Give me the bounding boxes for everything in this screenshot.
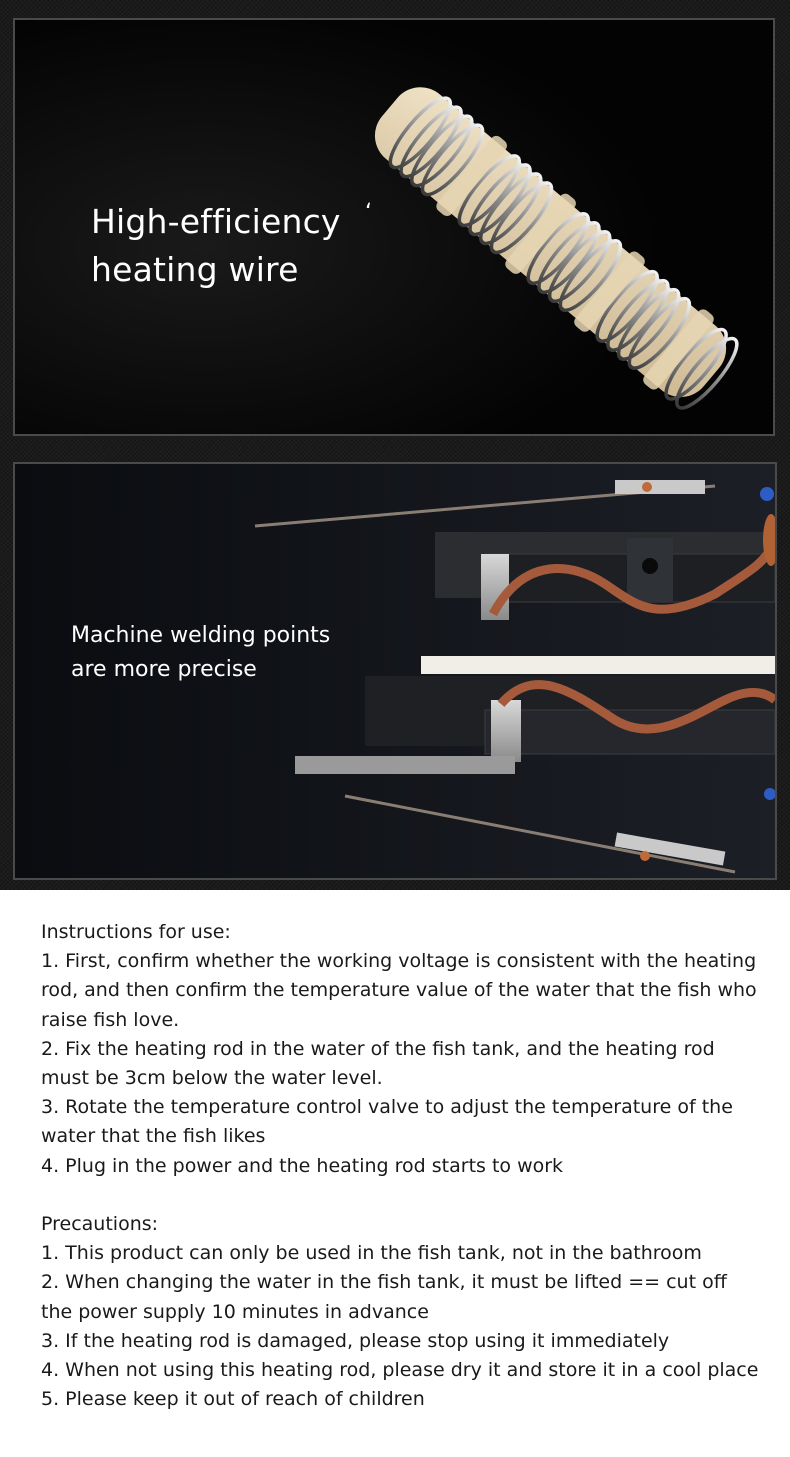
welding-points-panel	[0, 448, 790, 890]
heating-wire-photo	[13, 18, 775, 436]
precaution-item: 1. This product can only be used in the fish tank, not in the bathroom	[41, 1242, 702, 1265]
precaution-item: 5. Please keep it out of reach of children	[41, 1388, 425, 1411]
heating-wire-panel	[0, 0, 790, 448]
instructions-section	[41, 918, 761, 1181]
instruction-item: 2. Fix the heating rod in the water of the fish tank, and the heating rod must be 3cm below the water level.	[41, 1037, 715, 1090]
instructions-title: Instructions for use:	[41, 921, 231, 943]
instruction-item: 1. First, confirm whether the working voltage is consistent with the heating rod, and then confirm the temperature value of the water that the fish who raise fish love.	[41, 950, 757, 1031]
welding-caption-line1: Machine welding points	[71, 623, 331, 648]
welding-points-caption	[71, 619, 330, 687]
decorative-mark: ʻ	[365, 200, 372, 225]
instruction-item: 3. Rotate the temperature control valve to adjust the temperature of the water that the fish likes	[41, 1096, 733, 1148]
precaution-item: 4. When not using this heating rod, please dry it and store it in a cool place	[41, 1359, 759, 1382]
precautions-title: Precautions:	[41, 1213, 159, 1235]
precaution-item: 2. When changing the water in the fish tank, it must be lifted == cut off the power supply 10 minutes in advance	[41, 1271, 727, 1323]
welding-points-photo	[13, 462, 777, 880]
heating-wire-caption: High-efficiency heating wire	[91, 202, 341, 289]
welding-caption-line2: are more precise	[71, 657, 257, 682]
precaution-item: 3. If the heating rod is damaged, please stop using it immediately	[41, 1329, 670, 1352]
instruction-item: 4. Plug in the power and the heating rod starts to work	[41, 1154, 564, 1177]
precautions-section	[41, 1210, 761, 1414]
